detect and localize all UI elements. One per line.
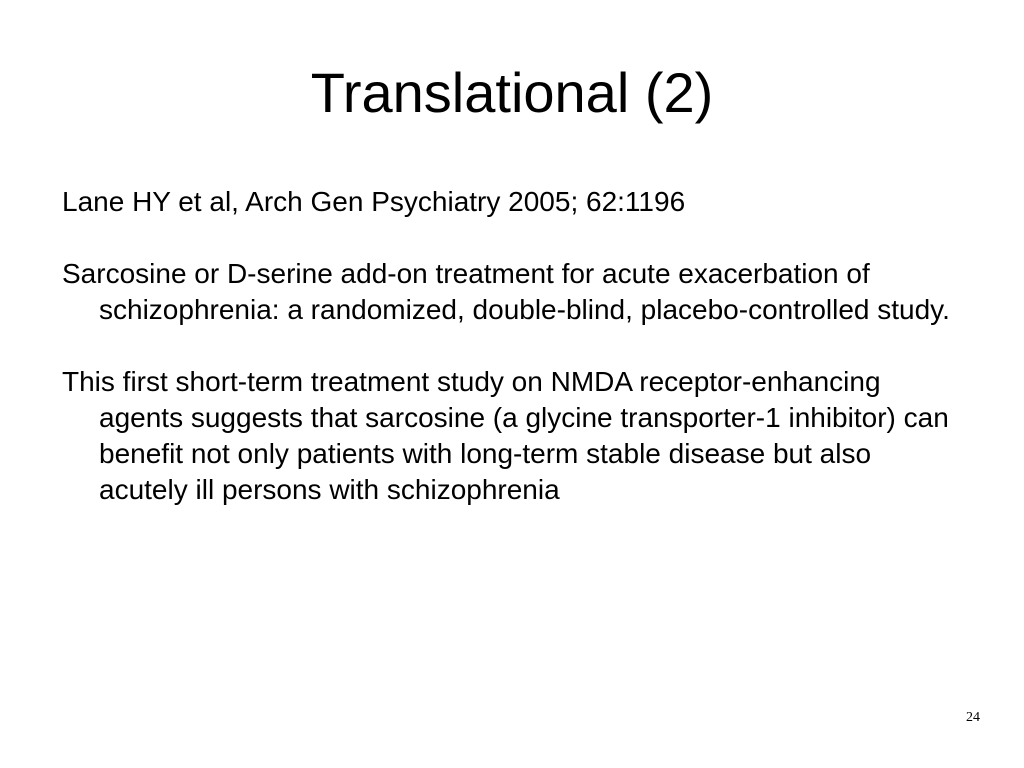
slide-body <box>62 184 962 544</box>
page-number: 24 <box>966 710 980 725</box>
summary-text: This first short-term treatment study on NMDA receptor-enhancing agents suggests that sarcosine (a glycine transporter-1 inhibitor) can benefit not only patients with long-term stable disease but also acutely ill persons with schizophrenia <box>62 366 949 505</box>
slide-title: Translational (2) <box>310 61 714 124</box>
citation-text: Lane HY et al, Arch Gen Psychiatry 2005; 62:1196 <box>62 186 686 217</box>
study-title-text: Sarcosine or D-serine add-on treatment for acute exacerbation of schizophrenia: a randomized, double-blind, placebo-controlled study. <box>62 258 950 325</box>
